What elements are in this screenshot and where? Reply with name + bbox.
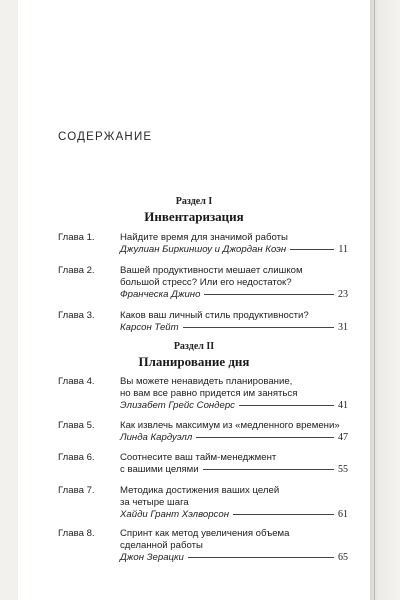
leader-line (290, 249, 334, 250)
leader-line (239, 405, 334, 406)
section-label: Раздел I (175, 196, 213, 207)
chapter-title: большой стресс? Или его недостаток? (120, 277, 292, 288)
chapter-title: Как извлечь максимум из «медленного времени» (120, 420, 340, 431)
page-number: 31 (338, 322, 348, 333)
leader-line (203, 469, 334, 470)
page-number: 11 (338, 244, 348, 255)
chapter-title: с вашими целями (120, 464, 199, 475)
chapter-number: Глава 2. (58, 265, 95, 276)
chapter-number: Глава 4. (58, 376, 95, 387)
chapter-author: Джон Зерацки (120, 552, 184, 563)
leader-line (196, 437, 334, 438)
chapter-title: Найдите время для значимой работы (120, 232, 288, 243)
page-number: 65 (338, 552, 348, 563)
chapter-number: Глава 5. (58, 420, 95, 431)
chapter-title: Вашей продуктивности мешает слишком (120, 265, 303, 276)
chapter-number: Глава 3. (58, 310, 95, 321)
chapter-title: Соотнесите ваш тайм-менеджмент (120, 452, 277, 463)
section-label: Раздел II (173, 341, 215, 352)
chapter-author: Элизабет Грейс Сондерс (120, 400, 235, 411)
section-title: Планирование дня (138, 354, 250, 369)
chapter-title: Вы можете ненавидеть планирование, (120, 376, 293, 387)
page-number: 55 (338, 464, 348, 475)
section-title: Инвентаризация (144, 209, 244, 224)
chapter-title: за четыре шага (120, 497, 189, 508)
toc-heading: СОДЕРЖАНИЕ (58, 131, 153, 143)
leader-line (188, 557, 334, 558)
chapter-number: Глава 8. (58, 528, 95, 539)
chapter-title: Спринт как метод увеличения объема (120, 528, 290, 539)
chapter-title: но вам все равно придется им заняться (120, 388, 298, 399)
chapter-author: Хайди Грант Хэлворсон (120, 509, 229, 520)
chapter-number: Глава 6. (58, 452, 95, 463)
chapter-author: Линда Кардуэлл (120, 432, 193, 443)
chapter-author: Джулиан Биркиншоу и Джордан Коэн (120, 244, 287, 255)
chapter-title: Каков ваш личный стиль продуктивности? (120, 310, 309, 321)
page-number: 23 (338, 289, 348, 300)
chapter-author: Франческа Джино (120, 289, 201, 300)
page-number: 61 (338, 509, 348, 520)
leader-line (183, 327, 334, 328)
chapter-number: Глава 1. (58, 232, 95, 243)
leader-line (233, 514, 334, 515)
chapter-title: сделанной работы (120, 540, 203, 551)
page-edge (370, 0, 400, 600)
chapter-author: Карсон Тейт (120, 322, 179, 333)
page-number: 47 (338, 432, 348, 443)
chapter-number: Глава 7. (58, 485, 95, 496)
leader-line (204, 294, 334, 295)
page-number: 41 (338, 400, 348, 411)
chapter-title: Методика достижения ваших целей (120, 485, 280, 496)
